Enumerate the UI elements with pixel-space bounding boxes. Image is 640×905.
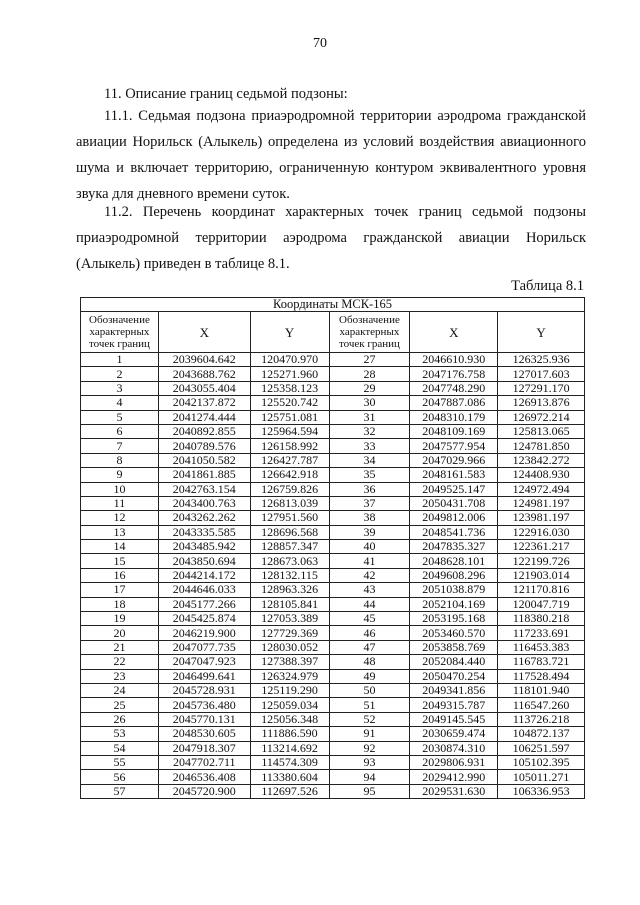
y-coordinate-cell: 124972.494 bbox=[498, 482, 585, 496]
y-coordinate-cell: 128963.326 bbox=[250, 583, 329, 597]
point-number-cell: 27 bbox=[329, 353, 410, 367]
x-coordinate-cell: 2044646.033 bbox=[158, 583, 250, 597]
y-coordinate-cell: 116783.721 bbox=[498, 655, 585, 669]
x-coordinate-cell: 2039604.642 bbox=[158, 353, 250, 367]
point-number-cell: 39 bbox=[329, 525, 410, 539]
table-row bbox=[81, 482, 585, 496]
point-number-cell: 95 bbox=[329, 784, 410, 798]
table-row bbox=[81, 698, 585, 712]
y-coordinate-cell: 120047.719 bbox=[498, 597, 585, 611]
point-number-cell: 52 bbox=[329, 712, 410, 726]
point-number-cell: 2 bbox=[81, 367, 159, 381]
x-coordinate-cell: 2045736.480 bbox=[158, 698, 250, 712]
x-coordinate-cell: 2046610.930 bbox=[410, 353, 498, 367]
table-row bbox=[81, 381, 585, 395]
x-coordinate-cell: 2053460.570 bbox=[410, 626, 498, 640]
x-coordinate-cell: 2030874.310 bbox=[410, 741, 498, 755]
table-row bbox=[81, 540, 585, 554]
y-header-right: Y bbox=[498, 312, 585, 353]
table-caption: Таблица 8.1 bbox=[511, 278, 584, 294]
y-coordinate-cell: 127388.397 bbox=[250, 655, 329, 669]
table-row bbox=[81, 468, 585, 482]
y-coordinate-cell: 125964.594 bbox=[250, 424, 329, 438]
table-row bbox=[81, 554, 585, 568]
y-coordinate-cell: 127729.369 bbox=[250, 626, 329, 640]
x-coordinate-cell: 2045720.900 bbox=[158, 784, 250, 798]
point-number-cell: 36 bbox=[329, 482, 410, 496]
x-coordinate-cell: 2048530.605 bbox=[158, 727, 250, 741]
paragraph-11-1: 11.1. Седьмая подзона приаэродромной территории аэродрома гражданской авиации Норильск (Алыкель) определена из условий воздействия авиационного шума и включает территорию, ограниченную контуром эквивалентного уровня звука для дневного времени суток. bbox=[76, 108, 586, 202]
y-coordinate-cell: 124408.930 bbox=[498, 468, 585, 482]
y-coordinate-cell: 125271.960 bbox=[250, 367, 329, 381]
x-coordinate-cell: 2053858.769 bbox=[410, 640, 498, 654]
point-number-cell: 19 bbox=[81, 612, 159, 626]
x-coordinate-cell: 2053195.168 bbox=[410, 612, 498, 626]
y-coordinate-cell: 124781.850 bbox=[498, 439, 585, 453]
point-number-cell: 23 bbox=[81, 669, 159, 683]
point-number-cell: 3 bbox=[81, 381, 159, 395]
table-row bbox=[81, 424, 585, 438]
x-coordinate-cell: 2042137.872 bbox=[158, 396, 250, 410]
point-number-cell: 50 bbox=[329, 683, 410, 697]
y-coordinate-cell: 113380.604 bbox=[250, 770, 329, 784]
x-coordinate-cell: 2047577.954 bbox=[410, 439, 498, 453]
point-number-cell: 37 bbox=[329, 496, 410, 510]
point-number-cell: 10 bbox=[81, 482, 159, 496]
point-number-cell: 26 bbox=[81, 712, 159, 726]
y-coordinate-cell: 117528.494 bbox=[498, 669, 585, 683]
x-coordinate-cell: 2049525.147 bbox=[410, 482, 498, 496]
x-coordinate-cell: 2044214.172 bbox=[158, 568, 250, 582]
x-coordinate-cell: 2052084.440 bbox=[410, 655, 498, 669]
point-number-cell: 56 bbox=[81, 770, 159, 784]
coordinates-table bbox=[80, 297, 585, 799]
y-coordinate-cell: 114574.309 bbox=[250, 755, 329, 769]
y-coordinate-cell: 120470.970 bbox=[250, 353, 329, 367]
y-coordinate-cell: 125059.034 bbox=[250, 698, 329, 712]
point-number-cell: 33 bbox=[329, 439, 410, 453]
y-coordinate-cell: 116547.260 bbox=[498, 698, 585, 712]
x-coordinate-cell: 2043055.404 bbox=[158, 381, 250, 395]
x-coordinate-cell: 2050470.254 bbox=[410, 669, 498, 683]
x-coordinate-cell: 2048161.583 bbox=[410, 468, 498, 482]
x-coordinate-cell: 2040789.576 bbox=[158, 439, 250, 453]
point-number-cell: 24 bbox=[81, 683, 159, 697]
table-title: Координаты МСК-165 bbox=[81, 298, 585, 312]
y-coordinate-cell: 106251.597 bbox=[498, 741, 585, 755]
y-coordinate-cell: 105011.271 bbox=[498, 770, 585, 784]
table-row bbox=[81, 597, 585, 611]
y-coordinate-cell: 125119.290 bbox=[250, 683, 329, 697]
y-coordinate-cell: 126325.936 bbox=[498, 353, 585, 367]
y-coordinate-cell: 116453.383 bbox=[498, 640, 585, 654]
y-coordinate-cell: 118380.218 bbox=[498, 612, 585, 626]
paragraph-11-2: 11.2. Перечень координат характерных точек границ седьмой подзоны приаэродромной территории аэродрома гражданской авиации Норильск (Алыкель) приведен в таблице 8.1. bbox=[76, 204, 586, 272]
x-coordinate-cell: 2029412.990 bbox=[410, 770, 498, 784]
point-number-cell: 31 bbox=[329, 410, 410, 424]
point-number-cell: 42 bbox=[329, 568, 410, 582]
x-coordinate-cell: 2047918.307 bbox=[158, 741, 250, 755]
y-coordinate-cell: 111886.590 bbox=[250, 727, 329, 741]
point-number-cell: 32 bbox=[329, 424, 410, 438]
y-coordinate-cell: 126324.979 bbox=[250, 669, 329, 683]
y-coordinate-cell: 128105.841 bbox=[250, 597, 329, 611]
x-coordinate-cell: 2046499.641 bbox=[158, 669, 250, 683]
x-coordinate-cell: 2049145.545 bbox=[410, 712, 498, 726]
point-number-cell: 45 bbox=[329, 612, 410, 626]
point-number-cell: 12 bbox=[81, 511, 159, 525]
y-coordinate-cell: 127951.560 bbox=[250, 511, 329, 525]
table-row bbox=[81, 583, 585, 597]
y-coordinate-cell: 106336.953 bbox=[498, 784, 585, 798]
y-coordinate-cell: 124981.197 bbox=[498, 496, 585, 510]
point-number-cell: 30 bbox=[329, 396, 410, 410]
point-number-cell: 47 bbox=[329, 640, 410, 654]
table-row bbox=[81, 353, 585, 367]
x-coordinate-cell: 2047702.711 bbox=[158, 755, 250, 769]
x-coordinate-cell: 2048109.169 bbox=[410, 424, 498, 438]
point-number-cell: 54 bbox=[81, 741, 159, 755]
point-number-cell: 7 bbox=[81, 439, 159, 453]
x-coordinate-cell: 2049341.856 bbox=[410, 683, 498, 697]
x-coordinate-cell: 2041861.885 bbox=[158, 468, 250, 482]
point-number-cell: 92 bbox=[329, 741, 410, 755]
point-number-cell: 44 bbox=[329, 597, 410, 611]
x-coordinate-cell: 2046536.408 bbox=[158, 770, 250, 784]
y-coordinate-cell: 121170.816 bbox=[498, 583, 585, 597]
y-coordinate-cell: 128857.347 bbox=[250, 540, 329, 554]
y-coordinate-cell: 121903.014 bbox=[498, 568, 585, 582]
x-coordinate-cell: 2045177.266 bbox=[158, 597, 250, 611]
point-number-cell: 53 bbox=[81, 727, 159, 741]
y-header-left: Y bbox=[250, 312, 329, 353]
page-number: 70 bbox=[313, 36, 327, 51]
table-row bbox=[81, 626, 585, 640]
point-number-cell: 18 bbox=[81, 597, 159, 611]
x-coordinate-cell: 2043335.585 bbox=[158, 525, 250, 539]
y-coordinate-cell: 126759.826 bbox=[250, 482, 329, 496]
table-row bbox=[81, 439, 585, 453]
x-coordinate-cell: 2049812.006 bbox=[410, 511, 498, 525]
y-coordinate-cell: 126913.876 bbox=[498, 396, 585, 410]
x-header-right: X bbox=[410, 312, 498, 353]
point-number-cell: 28 bbox=[329, 367, 410, 381]
x-coordinate-cell: 2049315.787 bbox=[410, 698, 498, 712]
y-coordinate-cell: 128030.052 bbox=[250, 640, 329, 654]
table-body bbox=[81, 353, 585, 799]
x-coordinate-cell: 2052104.169 bbox=[410, 597, 498, 611]
point-number-cell: 29 bbox=[329, 381, 410, 395]
point-label-header-left: Обозначение характерных точек границ bbox=[81, 312, 159, 353]
point-number-cell: 8 bbox=[81, 453, 159, 467]
y-coordinate-cell: 126813.039 bbox=[250, 496, 329, 510]
table-row bbox=[81, 396, 585, 410]
x-coordinate-cell: 2045770.131 bbox=[158, 712, 250, 726]
point-number-cell: 5 bbox=[81, 410, 159, 424]
x-coordinate-cell: 2047029.966 bbox=[410, 453, 498, 467]
point-number-cell: 6 bbox=[81, 424, 159, 438]
table-row bbox=[81, 741, 585, 755]
y-coordinate-cell: 122916.030 bbox=[498, 525, 585, 539]
point-number-cell: 15 bbox=[81, 554, 159, 568]
y-coordinate-cell: 125358.123 bbox=[250, 381, 329, 395]
table-row bbox=[81, 367, 585, 381]
point-number-cell: 17 bbox=[81, 583, 159, 597]
table-row bbox=[81, 727, 585, 741]
y-coordinate-cell: 105102.395 bbox=[498, 755, 585, 769]
point-number-cell: 94 bbox=[329, 770, 410, 784]
y-coordinate-cell: 122199.726 bbox=[498, 554, 585, 568]
x-coordinate-cell: 2043262.262 bbox=[158, 511, 250, 525]
point-number-cell: 93 bbox=[329, 755, 410, 769]
y-coordinate-cell: 122361.217 bbox=[498, 540, 585, 554]
point-number-cell: 25 bbox=[81, 698, 159, 712]
y-coordinate-cell: 127053.389 bbox=[250, 612, 329, 626]
x-coordinate-cell: 2049608.296 bbox=[410, 568, 498, 582]
y-coordinate-cell: 117233.691 bbox=[498, 626, 585, 640]
point-number-cell: 57 bbox=[81, 784, 159, 798]
point-number-cell: 41 bbox=[329, 554, 410, 568]
y-coordinate-cell: 128696.568 bbox=[250, 525, 329, 539]
point-number-cell: 13 bbox=[81, 525, 159, 539]
table-row bbox=[81, 770, 585, 784]
y-coordinate-cell: 123981.197 bbox=[498, 511, 585, 525]
y-coordinate-cell: 126158.992 bbox=[250, 439, 329, 453]
x-coordinate-cell: 2041274.444 bbox=[158, 410, 250, 424]
table-row bbox=[81, 784, 585, 798]
point-number-cell: 14 bbox=[81, 540, 159, 554]
y-coordinate-cell: 127017.603 bbox=[498, 367, 585, 381]
y-coordinate-cell: 104872.137 bbox=[498, 727, 585, 741]
x-coordinate-cell: 2047887.086 bbox=[410, 396, 498, 410]
y-coordinate-cell: 125056.348 bbox=[250, 712, 329, 726]
table-row bbox=[81, 525, 585, 539]
point-number-cell: 20 bbox=[81, 626, 159, 640]
x-coordinate-cell: 2051038.879 bbox=[410, 583, 498, 597]
y-coordinate-cell: 118101.940 bbox=[498, 683, 585, 697]
y-coordinate-cell: 113726.218 bbox=[498, 712, 585, 726]
point-number-cell: 51 bbox=[329, 698, 410, 712]
table-row bbox=[81, 453, 585, 467]
table-row bbox=[81, 712, 585, 726]
table-row bbox=[81, 655, 585, 669]
x-coordinate-cell: 2048541.736 bbox=[410, 525, 498, 539]
point-number-cell: 43 bbox=[329, 583, 410, 597]
x-coordinate-cell: 2043400.763 bbox=[158, 496, 250, 510]
table-row bbox=[81, 496, 585, 510]
table-row bbox=[81, 612, 585, 626]
point-number-cell: 55 bbox=[81, 755, 159, 769]
x-coordinate-cell: 2045728.931 bbox=[158, 683, 250, 697]
table-row bbox=[81, 568, 585, 582]
x-coordinate-cell: 2042763.154 bbox=[158, 482, 250, 496]
y-coordinate-cell: 126427.787 bbox=[250, 453, 329, 467]
point-number-cell: 35 bbox=[329, 468, 410, 482]
x-coordinate-cell: 2047047.923 bbox=[158, 655, 250, 669]
table-row bbox=[81, 669, 585, 683]
point-number-cell: 11 bbox=[81, 496, 159, 510]
y-coordinate-cell: 126642.918 bbox=[250, 468, 329, 482]
point-number-cell: 91 bbox=[329, 727, 410, 741]
x-coordinate-cell: 2048628.101 bbox=[410, 554, 498, 568]
point-number-cell: 34 bbox=[329, 453, 410, 467]
point-number-cell: 48 bbox=[329, 655, 410, 669]
point-number-cell: 4 bbox=[81, 396, 159, 410]
y-coordinate-cell: 123842.272 bbox=[498, 453, 585, 467]
x-coordinate-cell: 2047176.758 bbox=[410, 367, 498, 381]
x-coordinate-cell: 2029806.931 bbox=[410, 755, 498, 769]
y-coordinate-cell: 113214.692 bbox=[250, 741, 329, 755]
x-coordinate-cell: 2050431.708 bbox=[410, 496, 498, 510]
y-coordinate-cell: 125751.081 bbox=[250, 410, 329, 424]
table-row bbox=[81, 755, 585, 769]
point-number-cell: 49 bbox=[329, 669, 410, 683]
point-number-cell: 38 bbox=[329, 511, 410, 525]
point-number-cell: 40 bbox=[329, 540, 410, 554]
x-coordinate-cell: 2040892.855 bbox=[158, 424, 250, 438]
x-coordinate-cell: 2047748.290 bbox=[410, 381, 498, 395]
point-number-cell: 22 bbox=[81, 655, 159, 669]
x-coordinate-cell: 2041050.582 bbox=[158, 453, 250, 467]
table-row bbox=[81, 511, 585, 525]
point-number-cell: 16 bbox=[81, 568, 159, 582]
y-coordinate-cell: 112697.526 bbox=[250, 784, 329, 798]
x-coordinate-cell: 2047077.735 bbox=[158, 640, 250, 654]
x-coordinate-cell: 2030659.474 bbox=[410, 727, 498, 741]
point-number-cell: 46 bbox=[329, 626, 410, 640]
point-number-cell: 21 bbox=[81, 640, 159, 654]
y-coordinate-cell: 128673.063 bbox=[250, 554, 329, 568]
section-heading: 11. Описание границ седьмой подзоны: bbox=[104, 86, 348, 102]
y-coordinate-cell: 128132.115 bbox=[250, 568, 329, 582]
table-row bbox=[81, 640, 585, 654]
table-row bbox=[81, 410, 585, 424]
x-coordinate-cell: 2048310.179 bbox=[410, 410, 498, 424]
x-header-left: X bbox=[158, 312, 250, 353]
y-coordinate-cell: 127291.170 bbox=[498, 381, 585, 395]
x-coordinate-cell: 2045425.874 bbox=[158, 612, 250, 626]
y-coordinate-cell: 125813.065 bbox=[498, 424, 585, 438]
x-coordinate-cell: 2043485.942 bbox=[158, 540, 250, 554]
point-label-header-right: Обозначение характерных точек границ bbox=[329, 312, 410, 353]
x-coordinate-cell: 2046219.900 bbox=[158, 626, 250, 640]
x-coordinate-cell: 2043850.694 bbox=[158, 554, 250, 568]
x-coordinate-cell: 2047835.327 bbox=[410, 540, 498, 554]
x-coordinate-cell: 2043688.762 bbox=[158, 367, 250, 381]
x-coordinate-cell: 2029531.630 bbox=[410, 784, 498, 798]
y-coordinate-cell: 125520.742 bbox=[250, 396, 329, 410]
point-number-cell: 1 bbox=[81, 353, 159, 367]
point-number-cell: 9 bbox=[81, 468, 159, 482]
table-row bbox=[81, 683, 585, 697]
y-coordinate-cell: 126972.214 bbox=[498, 410, 585, 424]
